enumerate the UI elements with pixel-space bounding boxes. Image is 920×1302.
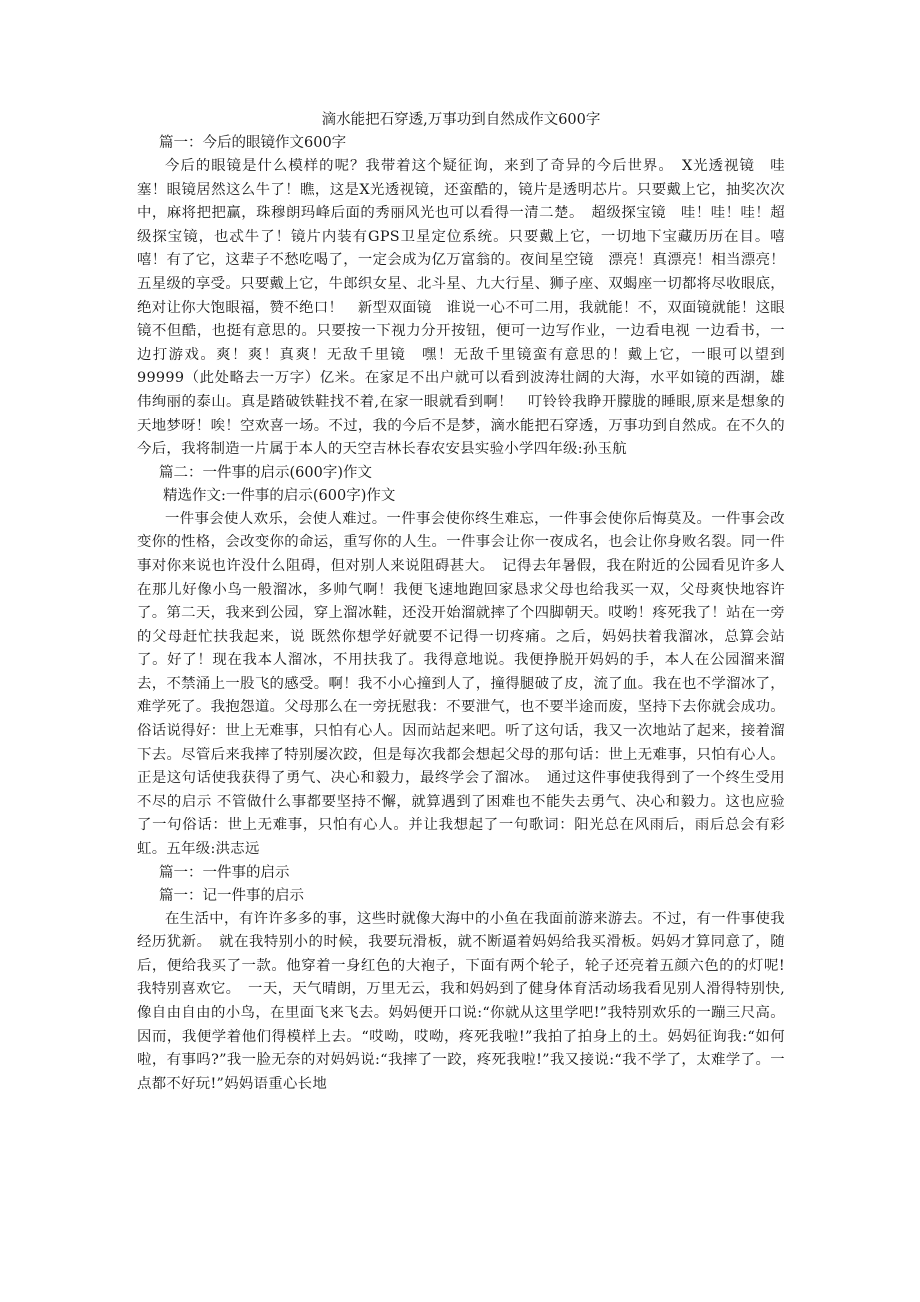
section-2-paragraph: 一件事会使人欢乐，会使人难过。一件事会使你终生难忘，一件事会使你后悔莫及。一件事会改变你的性格，会改变你的命运，重写你的人生。一件事会让你一夜成名，也会让你身败名裂。同一件事对你来说也许没什么阻碍，但对别人来说阻碍甚大。 记得去年暑假，我在附近的公园看见许多人在那儿好像小鸟一般溜冰，多帅气啊！我便飞速地跑回家恳求父母也给我买一双，父母爽快地容许了。第二天，我来到公园，穿上溜冰鞋，还没开始溜就摔了个四脚朝天。哎哟！疼死我了！站在一旁的父母赶忙扶我起来，说 既然你想学好就要不记得一切疼痛。之后，妈妈扶着我溜冰，总算会站了。好了！现在我本人溜冰，不用扶我了。我得意地说。我便挣脱开妈妈的手，本人在公园溜来溜去，不禁涌上一股飞的感受。啊！我不小心撞到人了，撞得腿破了皮，流了血。我在也不学溜冰了，难学死了。我抱怨道。父母那么在一旁抚慰我：不要泄气，也不要半途而废，坚持下去你就会成功。俗话说得好：世上无难事，只怕有心人。因而站起来吧。听了这句话，我又一次地站了起来，接着溜下去。尽管后来我摔了特别屡次跤，但是每次我都会想起父母的那句话：世上无难事，只怕有心人。正是这句话使我获得了勇气、决心和毅力，最终学会了溜冰。 通过这件事使我得到了一个终生受用不尽的启示 不管做什么事都要坚持不懈，就算遇到了困难也不能失去勇气、决心和毅力。这也应验了一句俗话：世上无难事，只怕有心人。并让我想起了一句歌词：阳光总在风雨后，雨后总会有彩虹。五年级:洪志远	[137, 510, 785, 858]
section-3-heading: 篇一：一件事的启示	[159, 864, 290, 881]
document-page	[137, 108, 785, 1096]
section-1-heading: 篇一：今后的眼镜作文600字	[159, 135, 347, 151]
section-4-heading: 篇一：记一件事的启示	[159, 887, 304, 904]
section-2-heading: 篇二：一件事的启示(600字)作文	[159, 464, 372, 481]
section-2-subheading: 精选作文:一件事的启示(600字)作文	[163, 487, 396, 504]
section-4-paragraph: 在生活中，有许许多多的事，这些时就像大海中的小鱼在我面前游来游去。不过，有一件事使我经历犹新。 就在我特别小的时候，我要玩滑板，就不断逼着妈妈给我买滑板。妈妈才算同意了，随后，便给我买了一款。他穿着一身红色的大袍子，下面有两个轮子，轮子还亮着五颜六色的的灯呢!我特别喜欢它。 一天，天气晴朗，万里无云，我和妈妈到了健身体育活动场我看见别人滑得特别快,像自由自由的小鸟，在里面飞来飞去。妈妈便开口说:“你就从这里学吧!”我特别欢乐的一蹦三尺高。因而，我便学着他们得模样上去。“哎呦，哎呦，疼死我啦!”我拍了拍身上的土。妈妈征询我:“如何啦，有事吗?”我一脸无奈的对妈妈说:“我摔了一跤，疼死我啦!”我又接说:“我不学了，太难学了。一点都不好玩!”妈妈语重心长地	[137, 910, 785, 1092]
document-title: 滴水能把石穿透,万事功到自然成作文600字	[321, 112, 601, 128]
section-1-paragraph: 今后的眼镜是什么模样的呢？我带着这个疑征询，来到了奇异的今后世界。 X光透视镜 哇塞！眼镜居然这么牛了！瞧，这是X光透视镜，还蛮酷的，镜片是透明芯片。只要戴上它，抽奖次次中，麻将把把赢，珠穆朗玛峰后面的秀丽风光也可以看得一清二楚。 超级探宝镜 哇！哇！哇！超级探宝镜，也忒牛了！镜片内装有GPS卫星定位系统。只要戴上它，一切地下宝藏历历在目。嘻嘻！有了它，这辈子不愁吃喝了，一定会成为亿万富翁的。夜间星空镜 漂亮！真漂亮！相当漂亮！五星级的享受。只要戴上它，牛郎织女星、北斗星、九大行星、狮子座、双蝎座一切都将尽收眼底，绝对让你大饱眼福，赞不绝口！ 新型双面镜 谁说一心不可二用，我就能！不，双面镜就能！这眼镜不但酷，也挺有意思的。只要按一下视力分开按钮，便可一边写作业，一边看电视 一边看书，一边打游戏。爽！爽！真爽！无敌千里镜 嘿！无敌千里镜蛮有意思的！戴上它，一眼可以望到99999（此处略去一万字）亿米。在家足不出户就可以看到波涛壮阔的大海，水平如镜的西湖，雄伟绚丽的泰山。真是踏破铁鞋找不着,在家一眼就看到啊！ 叮铃铃我睁开朦胧的睡眼,原来是想象的天地梦呀！唉！空欢喜一场。不过，我的今后不是梦，滴水能把石穿透，万事功到自然成。在不久的今后，我将制造一片属于本人的天空吉林长春农安县实验小学四年级:孙玉航	[137, 158, 785, 458]
